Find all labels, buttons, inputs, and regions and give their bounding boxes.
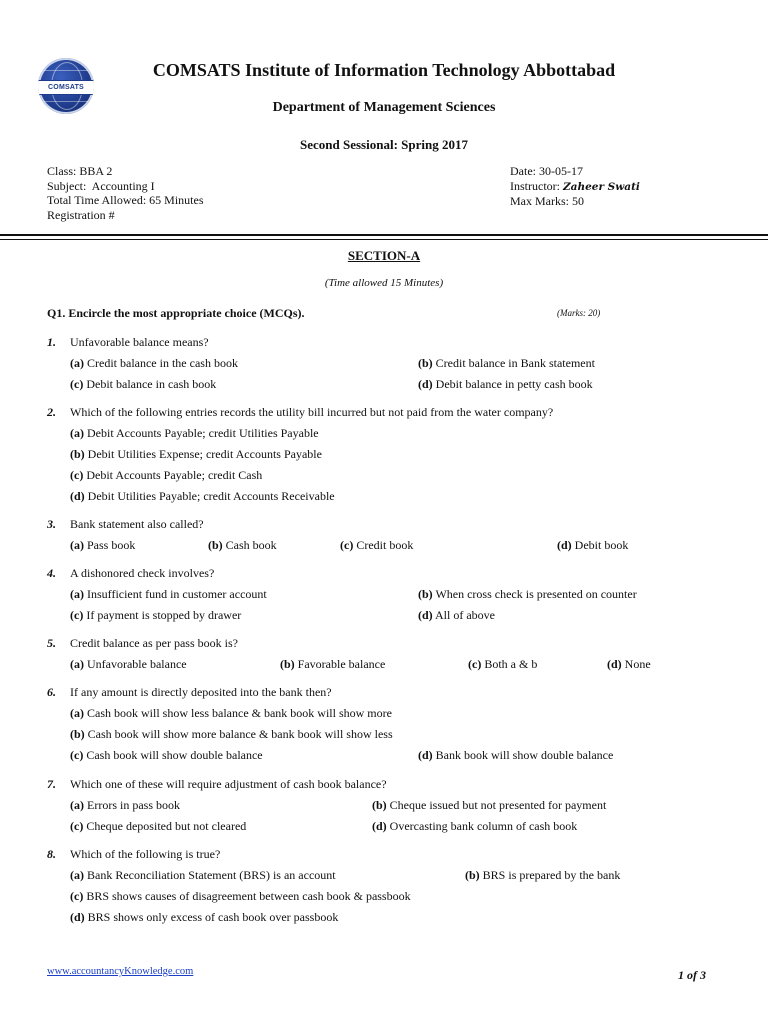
option-a[interactable]: (a) Credit balance in the cash book bbox=[70, 356, 238, 370]
question-number: 5. bbox=[47, 636, 56, 650]
page-number: 1 of 3 bbox=[678, 968, 706, 982]
option-d[interactable]: (d) All of above bbox=[418, 608, 495, 622]
question-heading: Q1. Encircle the most appropriate choice (MCQs). bbox=[47, 306, 305, 320]
option-d[interactable]: (d) Debit book bbox=[557, 538, 629, 552]
option-a[interactable]: (a) Insufficient fund in customer account bbox=[70, 587, 267, 601]
subject-info: Subject: Accounting I bbox=[47, 178, 155, 193]
option-d[interactable]: (d) None bbox=[607, 657, 651, 671]
section-title: SECTION-A bbox=[347, 248, 421, 263]
question-text: Which one of these will require adjustment of cash book balance? bbox=[70, 777, 387, 791]
option-b[interactable]: (b) Debit Utilities Expense; credit Accounts Payable bbox=[70, 447, 322, 461]
option-d[interactable]: (d) BRS shows only excess of cash book over passbook bbox=[70, 910, 339, 924]
marks-note: (Marks: 20) bbox=[557, 308, 601, 318]
option-a[interactable]: (a) Unfavorable balance bbox=[70, 657, 187, 671]
time-info: Total Time Allowed: 65 Minutes bbox=[47, 193, 204, 207]
instructor-label: Instructor: bbox=[510, 178, 563, 193]
question-text: If any amount is directly deposited into the bank then? bbox=[70, 685, 332, 699]
option-c[interactable]: (c) Debit balance in cash book bbox=[70, 377, 217, 391]
question-number: 8. bbox=[47, 847, 56, 861]
logo-text: COMSATS bbox=[38, 80, 94, 95]
option-b[interactable]: (b) Cash book bbox=[208, 538, 277, 552]
option-d[interactable]: (d) Debit balance in petty cash book bbox=[418, 377, 593, 391]
option-a[interactable]: (a) Bank Reconciliation Statement (BRS) is an account bbox=[70, 868, 336, 882]
question-number: 6. bbox=[47, 685, 56, 699]
question-number: 2. bbox=[47, 405, 56, 419]
option-d[interactable]: (d) Debit Utilities Payable; credit Accounts Receivable bbox=[70, 489, 335, 503]
option-b[interactable]: (b) Cheque issued but not presented for payment bbox=[372, 798, 607, 812]
option-c[interactable]: (c) If payment is stopped by drawer bbox=[70, 608, 242, 622]
option-c[interactable]: (c) Cheque deposited but not cleared bbox=[70, 819, 247, 833]
date-info: Date: 30-05-17 bbox=[510, 164, 583, 178]
option-b[interactable]: (b) Favorable balance bbox=[280, 657, 386, 671]
instructor-name: Zaheer Swati bbox=[563, 180, 640, 193]
question-number: 4. bbox=[47, 566, 56, 580]
question-text: Which of the following is true? bbox=[70, 847, 221, 861]
question-text: A dishonored check involves? bbox=[70, 566, 215, 580]
header-divider-thin bbox=[0, 239, 768, 240]
option-a[interactable]: (a) Errors in pass book bbox=[70, 798, 180, 812]
exam-meta-right bbox=[510, 164, 640, 209]
instructor-info bbox=[510, 179, 640, 195]
option-c[interactable]: (c) BRS shows causes of disagreement between cash book & passbook bbox=[70, 889, 411, 903]
exam-meta-left bbox=[47, 164, 204, 222]
option-a[interactable]: (a) Pass book bbox=[70, 538, 136, 552]
option-b[interactable]: (b) BRS is prepared by the bank bbox=[465, 868, 621, 882]
question-text: Credit balance as per pass book is? bbox=[70, 636, 238, 650]
max-marks-info: Max Marks: 50 bbox=[510, 194, 584, 208]
registration-info: Registration # bbox=[47, 207, 115, 222]
option-b[interactable]: (b) Credit balance in Bank statement bbox=[418, 356, 595, 370]
option-c[interactable]: (c) Credit book bbox=[340, 538, 414, 552]
section-time-note: (Time allowed 15 Minutes) bbox=[324, 277, 444, 289]
option-c[interactable]: (c) Cash book will show double balance bbox=[70, 748, 263, 762]
question-number: 1. bbox=[47, 335, 56, 349]
option-c[interactable]: (c) Both a & b bbox=[468, 657, 538, 671]
option-d[interactable]: (d) Bank book will show double balance bbox=[418, 748, 614, 762]
option-a[interactable]: (a) Debit Accounts Payable; credit Utilities Payable bbox=[70, 426, 319, 440]
option-d[interactable]: (d) Overcasting bank column of cash book bbox=[372, 819, 578, 833]
question-number: 7. bbox=[47, 777, 56, 791]
exam-title: Second Sessional: Spring 2017 bbox=[300, 137, 468, 152]
option-b[interactable]: (b) Cash book will show more balance & bank book will show less bbox=[70, 727, 393, 741]
department-title: Department of Management Sciences bbox=[272, 100, 496, 115]
question-text: Bank statement also called? bbox=[70, 517, 204, 531]
option-c[interactable]: (c) Debit Accounts Payable; credit Cash bbox=[70, 468, 263, 482]
question-text: Which of the following entries records the utility bill incurred but not paid from the water company? bbox=[70, 405, 554, 419]
institute-title: COMSATS Institute of Information Technology Abbottabad bbox=[152, 60, 616, 80]
option-b[interactable]: (b) When cross check is presented on counter bbox=[418, 587, 637, 601]
website-link[interactable]: www.accountancyKnowledge.com bbox=[47, 966, 194, 977]
question-text: Unfavorable balance means? bbox=[70, 335, 209, 349]
header-divider-thick bbox=[0, 234, 768, 236]
question-number: 3. bbox=[47, 517, 56, 531]
option-a[interactable]: (a) Cash book will show less balance & bank book will show more bbox=[70, 706, 392, 720]
class-info: Class: BBA 2 bbox=[47, 164, 113, 178]
